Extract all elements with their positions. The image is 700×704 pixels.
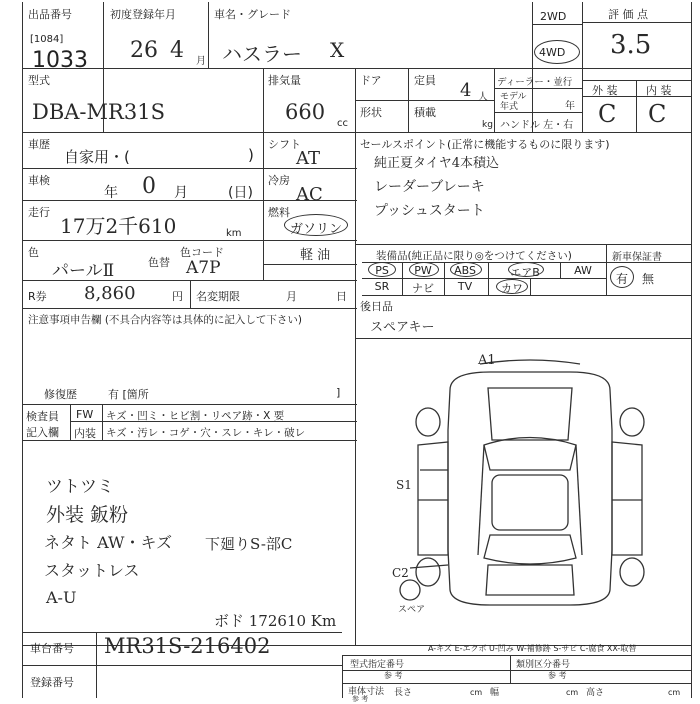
reg-label: 登録番号: [30, 676, 74, 689]
ext-label: 外 装: [592, 84, 618, 97]
recycle-amount: 8,860: [84, 283, 136, 304]
height-unit: cm: [668, 688, 681, 697]
model-label: 型式: [28, 74, 50, 87]
equip-ps[interactable]: PS: [375, 264, 389, 277]
color-change-label: 色替: [148, 256, 170, 269]
warranty-yes-circle: [610, 266, 634, 288]
mark-s1: S1: [396, 478, 412, 492]
name-label: 車名・グレード: [214, 8, 291, 21]
notes-title: 注意事項申告欄 (不具合内容等は具体的に記入して下さい): [28, 314, 303, 326]
remark-5: A-U: [46, 588, 77, 607]
equip-aw[interactable]: AW: [574, 264, 592, 277]
mileage-unit: km: [226, 228, 242, 239]
equip-kawa-circle: [496, 279, 528, 294]
model-value: DBA-MR31S: [32, 100, 165, 124]
mileage-value: 17万2千610: [60, 214, 177, 238]
recycle-label: R券: [28, 290, 47, 303]
equipment-title: 装備品(純正品に限り◎をつけてください): [376, 250, 572, 262]
spare-tire: [400, 580, 420, 600]
history-close: ): [248, 146, 254, 164]
load-label: 積載: [414, 106, 436, 119]
wheel-rear-left: [416, 558, 440, 586]
model-year-unit: 年: [565, 101, 575, 112]
score-label: 評 価 点: [608, 8, 648, 21]
car-body-outline: [448, 372, 612, 605]
chassis-label: 車台番号: [30, 642, 74, 655]
repair-value: 有 [箇所: [108, 388, 149, 401]
diesel-option[interactable]: 軽 油: [300, 248, 331, 263]
remark-2: 外装 鈑粉: [46, 504, 129, 526]
inspection-day-unit: (日): [228, 185, 253, 201]
wheel-rear-right: [620, 558, 644, 586]
car-tailgate: [486, 565, 574, 595]
shift-label: シフト: [268, 138, 301, 151]
class-ref-label: 参 考: [548, 671, 567, 680]
repair-label: 修復歴: [44, 388, 77, 401]
sales-line-3: プッシュスタート: [374, 203, 485, 219]
rear-label: 後日品: [360, 300, 393, 313]
class-label: 類別区分番号: [516, 660, 571, 670]
door-label: ドア: [360, 74, 382, 87]
equip-pw-circle: [409, 262, 439, 277]
equip-airbag[interactable]: エアB: [510, 266, 540, 279]
shift-value: AT: [296, 148, 321, 169]
spare-label: スペア: [398, 605, 426, 615]
type-label: 型式指定番号: [350, 660, 405, 670]
sales-title: セールスポイント(正常に機能するものに限ります): [360, 138, 610, 151]
length-unit: cm: [470, 688, 483, 697]
lot-number: 1033: [32, 48, 88, 73]
equip-tv[interactable]: TV: [457, 280, 473, 293]
shape-label: 形状: [360, 106, 382, 119]
drive-4wd[interactable]: 4WD: [539, 46, 566, 59]
int-label: 内 装: [646, 84, 672, 97]
car-roof: [492, 475, 568, 530]
cc-label: 排気量: [268, 74, 301, 87]
inspector-label-2: 記入欄: [26, 426, 59, 439]
equip-pw[interactable]: PW: [414, 264, 432, 277]
handle-label: ハンドル 左・右: [500, 120, 574, 131]
car-diagram[interactable]: [380, 350, 680, 620]
color-code-label: 色コード: [180, 246, 224, 259]
first-reg-label: 初度登録年月: [110, 8, 176, 21]
reg-change-label: 名変期限: [196, 290, 240, 303]
equip-airbag-circle: [508, 262, 544, 277]
ac-label: 冷房: [268, 174, 290, 187]
width-label: 幅: [490, 688, 500, 698]
drive-2wd[interactable]: 2WD: [540, 10, 567, 23]
size-ref-label: 参 考: [352, 695, 369, 703]
inspection-month: 0: [142, 174, 156, 199]
ext-grade: C: [598, 100, 617, 128]
damage-legend: A-キズ E-エクボ U-凹み W-補修跡 S-サビ C-腐食 XX-取替: [428, 644, 637, 653]
equip-navi[interactable]: ナビ: [412, 282, 434, 295]
inspector-row2: キズ・汚レ・コゲ・穴・スレ・キレ・破レ: [106, 427, 306, 439]
length-label: 長さ: [394, 688, 413, 698]
inspector-row1: キズ・凹ミ・ヒビ割・リペア跡・X 要: [106, 410, 285, 422]
remark-side-note: 下廻りS-部C: [205, 535, 293, 553]
width-unit: cm: [566, 688, 579, 697]
inspector-row2-cat: 内装: [74, 427, 96, 440]
remark-3: ネタト AW・キズ: [44, 533, 173, 552]
rear-value: スペアキー: [370, 320, 435, 335]
car-left-side: [418, 442, 448, 555]
sales-line-1: 純正夏タイヤ4本積込: [374, 156, 500, 171]
inspection-month-unit: 月: [174, 185, 188, 201]
first-reg-year: 26: [130, 38, 158, 63]
wheel-front-left: [416, 408, 440, 436]
capacity-label: 定員: [414, 74, 436, 87]
equip-kawa[interactable]: カワ: [501, 282, 523, 295]
drive-4wd-circle: [534, 40, 580, 64]
mark-c2: C2: [392, 566, 409, 580]
type-ref-label: 参 考: [384, 671, 403, 680]
inspector-row1-cat: FW: [76, 408, 94, 421]
fuel-circle: [284, 214, 348, 236]
capacity-unit: 人: [478, 92, 488, 103]
color-value: パールⅡ: [52, 261, 115, 281]
warranty-label: 新車保証書: [612, 252, 662, 263]
warranty-yes[interactable]: 有: [616, 272, 629, 286]
car-hood: [488, 388, 572, 440]
dealer-label: ディーラー・並行: [497, 77, 573, 88]
model-year-label: モデル年式: [500, 92, 527, 112]
car-name: ハスラー: [222, 42, 302, 66]
cc-value: 660: [285, 100, 326, 124]
first-reg-unit: 月: [196, 56, 206, 67]
recycle-unit: 円: [172, 290, 183, 303]
mileage-label: 走行: [28, 206, 50, 219]
lot-sub: [1084]: [30, 34, 64, 45]
warranty-no[interactable]: 無: [642, 272, 655, 286]
mark-a1: A1: [478, 353, 496, 368]
inspector-label-1: 検査員: [26, 410, 59, 423]
equip-abs[interactable]: ABS: [454, 264, 476, 277]
car-rear-window: [484, 535, 576, 564]
cc-unit: cc: [337, 118, 348, 129]
reg-change-month: 月: [286, 290, 297, 303]
history-label: 車歴: [28, 138, 50, 151]
load-unit: kg: [482, 120, 493, 130]
equip-ps-circle: [368, 262, 396, 277]
sales-line-2: レーダーブレーキ: [374, 179, 485, 195]
color-code-value: A7P: [186, 258, 221, 278]
equip-sr[interactable]: SR: [374, 280, 390, 293]
remark-odometer: ボド 172610 Km: [214, 612, 337, 630]
fuel-label: 燃料: [268, 206, 290, 219]
color-label: 色: [28, 246, 39, 259]
equip-abs-circle: [450, 262, 482, 277]
chassis-value: MR31S-216402: [104, 634, 271, 658]
lot-label: 出品番号: [28, 8, 72, 21]
score-value: 3.5: [610, 30, 652, 60]
height-label: 高さ: [586, 688, 605, 698]
fuel-value[interactable]: ガソリン: [290, 222, 343, 237]
remark-1: ツトツミ: [46, 477, 114, 497]
car-windshield: [484, 438, 576, 471]
inspection-label: 車検: [28, 174, 50, 187]
inspection-year-unit: 年: [104, 185, 118, 201]
wheel-front-right: [620, 408, 644, 436]
grade: X: [330, 38, 345, 62]
remark-4: スタットレス: [44, 561, 140, 580]
reg-change-day: 日: [336, 290, 347, 303]
int-grade: C: [648, 100, 667, 128]
ac-value: AC: [296, 184, 323, 205]
capacity-value: 4: [460, 80, 472, 101]
first-reg-month: 4: [170, 38, 184, 63]
size-label: 車体寸法: [348, 687, 385, 697]
history-value: 自家用・(: [64, 148, 130, 166]
car-right-side: [612, 442, 642, 555]
